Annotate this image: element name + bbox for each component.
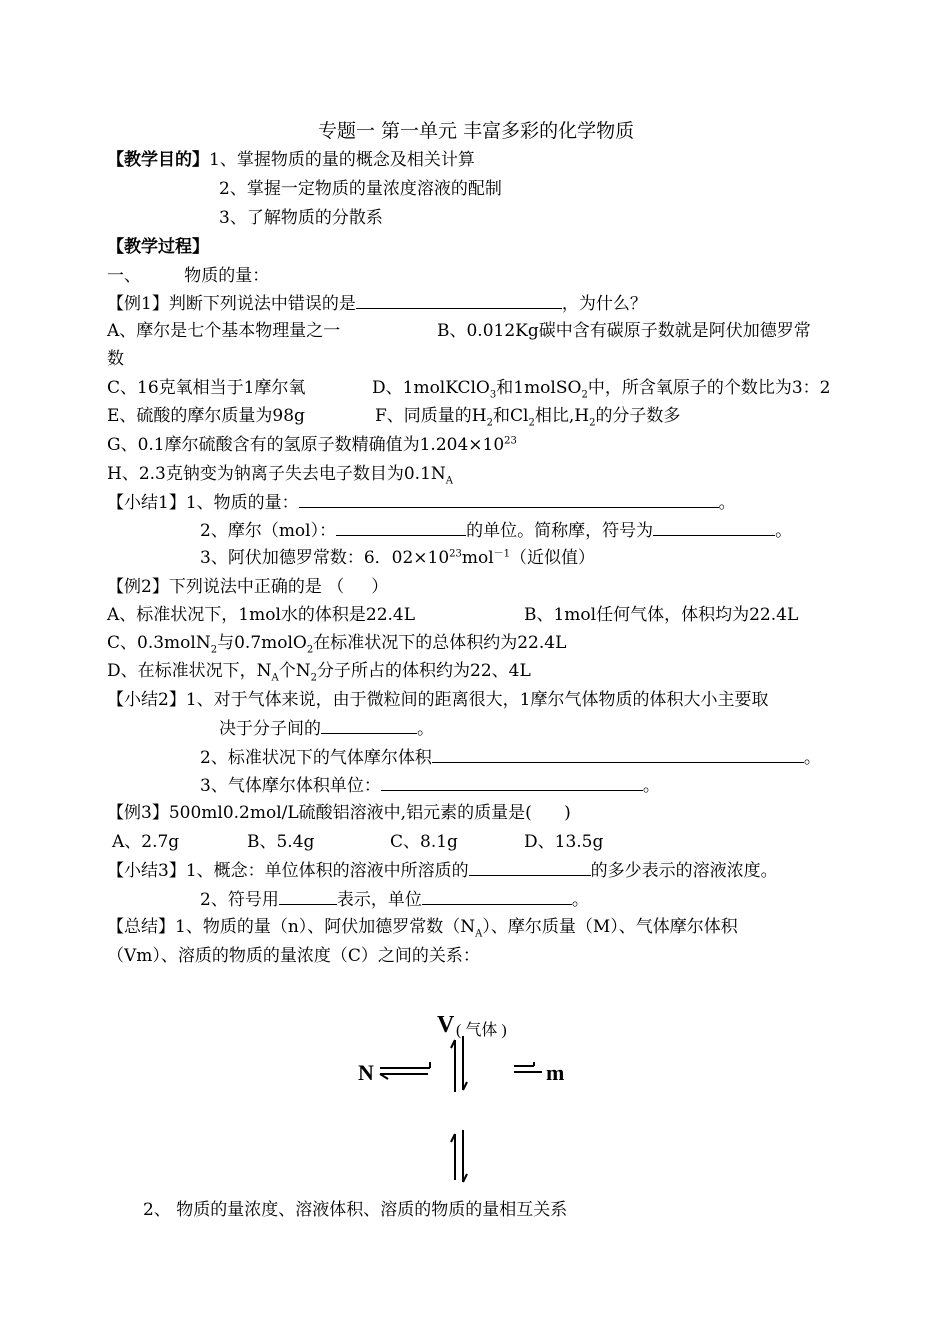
- objective-item: 2、掌握一定物质的量浓度溶液的配制: [219, 179, 502, 199]
- option-a: A、标准状况下，1mol水的体积是22.4L: [107, 605, 416, 625]
- option-b: B、0.012Kg碳中含有碳原子数就是阿伏加德罗常: [437, 321, 811, 341]
- summary2-line-3: 2、标准状况下的气体摩尔体积 。: [200, 745, 821, 770]
- option-d: D、13.5g: [524, 832, 604, 852]
- answer-blank: [469, 858, 591, 876]
- option-c: C、16克氧相当于1摩尔氧: [107, 378, 306, 398]
- process-label: 【教学过程】: [107, 237, 209, 257]
- section-heading: 一、 物质的量：: [107, 266, 270, 286]
- answer-blank: [432, 745, 804, 763]
- conclusion-line-1: 【总结】1、物质的量（n）、阿伏加德罗常数$(N_A)$、摩尔质量（M）、气体摩尔体积: [107, 917, 738, 940]
- conclusion-line-2: （Vm）、溶质的物质的量浓度（C）之间的关系：: [107, 946, 480, 966]
- answer-blank: [279, 887, 337, 905]
- option-a: A、2.7g: [112, 832, 180, 852]
- summary2-line-1: 【小结2】1、对于气体来说，由于微粒间的距离很大，1摩尔气体物质的体积大小主要取: [107, 690, 769, 710]
- summary1-line-2: 2、摩尔（mol）： 的单位。简称摩，符号为 。: [200, 518, 792, 543]
- summary3-line-2: 2、符号用 表示，单位 。: [200, 887, 589, 912]
- relationship-arrows: [370, 1030, 560, 1190]
- option-b: B、5.4g: [247, 832, 315, 852]
- c-arrow-icon: [451, 1130, 467, 1182]
- answer-blank: [381, 773, 643, 791]
- option-d: D、1molKClO$_3$和1molSO$_2$中，所含氧原子的个数比为3：2: [372, 378, 831, 401]
- diagram-n-label: N: [358, 1060, 374, 1085]
- summary3-line-1: 【小结3】1、概念：单位体积的溶液中所溶质的 的多少表示的溶液浓度。: [107, 858, 778, 883]
- option-b-continued: 数: [107, 349, 124, 369]
- n-arrow-icon: [380, 1062, 430, 1079]
- m-arrow-icon: [514, 1062, 542, 1072]
- option-c: C、0.3molN$_2$与0.7molO$_2$在标准状况下的总体积约为22.4L: [107, 633, 567, 656]
- summary1-line-3: 3、阿伏加德罗常数：6．$02\times 10^{23}mol^{-1}$（近似值）: [200, 548, 596, 568]
- answer-blank: [653, 518, 775, 536]
- option-e: E、硫酸的摩尔质量为98g: [107, 406, 305, 426]
- answer-blank: [299, 490, 719, 508]
- option-a: A、摩尔是七个基本物理量之一: [107, 321, 341, 341]
- option-c: C、8.1g: [390, 832, 458, 852]
- summary2-line-4: 3、气体摩尔体积单位： 。: [200, 773, 660, 798]
- objectives-label: 【教学目的】: [107, 150, 209, 170]
- option-d: D、在标准状况下，$N_A$个$N_2$分子所占的体积约为22、4L: [107, 661, 531, 684]
- diagram-v-label: V: [437, 1012, 455, 1038]
- diagram-m-label: m: [546, 1060, 565, 1085]
- example1-stem: 【例1】判断下列说法中错误的是 ，为什么？: [107, 291, 647, 316]
- answer-blank: [356, 291, 562, 309]
- conclusion-item-2: 2、 物质的量浓度、溶液体积、溶质的物质的量相互关系: [143, 1200, 568, 1220]
- summary2-line-2: 决于分子间的 。: [219, 716, 434, 741]
- summary1-line-1: 【小结1】1、物质的量： 。: [107, 490, 736, 515]
- diagram-v-note: ( 气体 ): [456, 1022, 507, 1039]
- option-f: F、同质量的$H_2$和$Cl_2$相比$,H_2$的分子数多: [375, 406, 681, 429]
- answer-blank: [422, 887, 572, 905]
- answer-blank: [321, 716, 417, 734]
- objective-item: 3、了解物质的分散系: [219, 208, 383, 228]
- option-b: B、1mol任何气体，体积均为22.4L: [524, 605, 799, 625]
- answer-blank: [336, 518, 466, 536]
- objective-item: 1、掌握物质的量的概念及相关计算: [209, 150, 475, 170]
- example3-stem: 【例3】500ml0.2mol/L硫酸铝溶液中,铝元素的质量是( ): [107, 803, 571, 823]
- option-g: G、0.1摩尔硫酸含有的氢原子数精确值为$1.204\times 10^{23}$: [107, 435, 517, 455]
- example2-stem: 【例2】下列说法中正确的是 （ ）: [107, 577, 389, 597]
- v-arrow-icon: [451, 1036, 467, 1092]
- objectives-line-1: [107, 148, 475, 172]
- page-title: 专题一 第一单元 丰富多彩的化学物质: [318, 120, 635, 142]
- option-h: H、2.3克钠变为钠离子失去电子数目为$0.1N_A$: [107, 464, 454, 487]
